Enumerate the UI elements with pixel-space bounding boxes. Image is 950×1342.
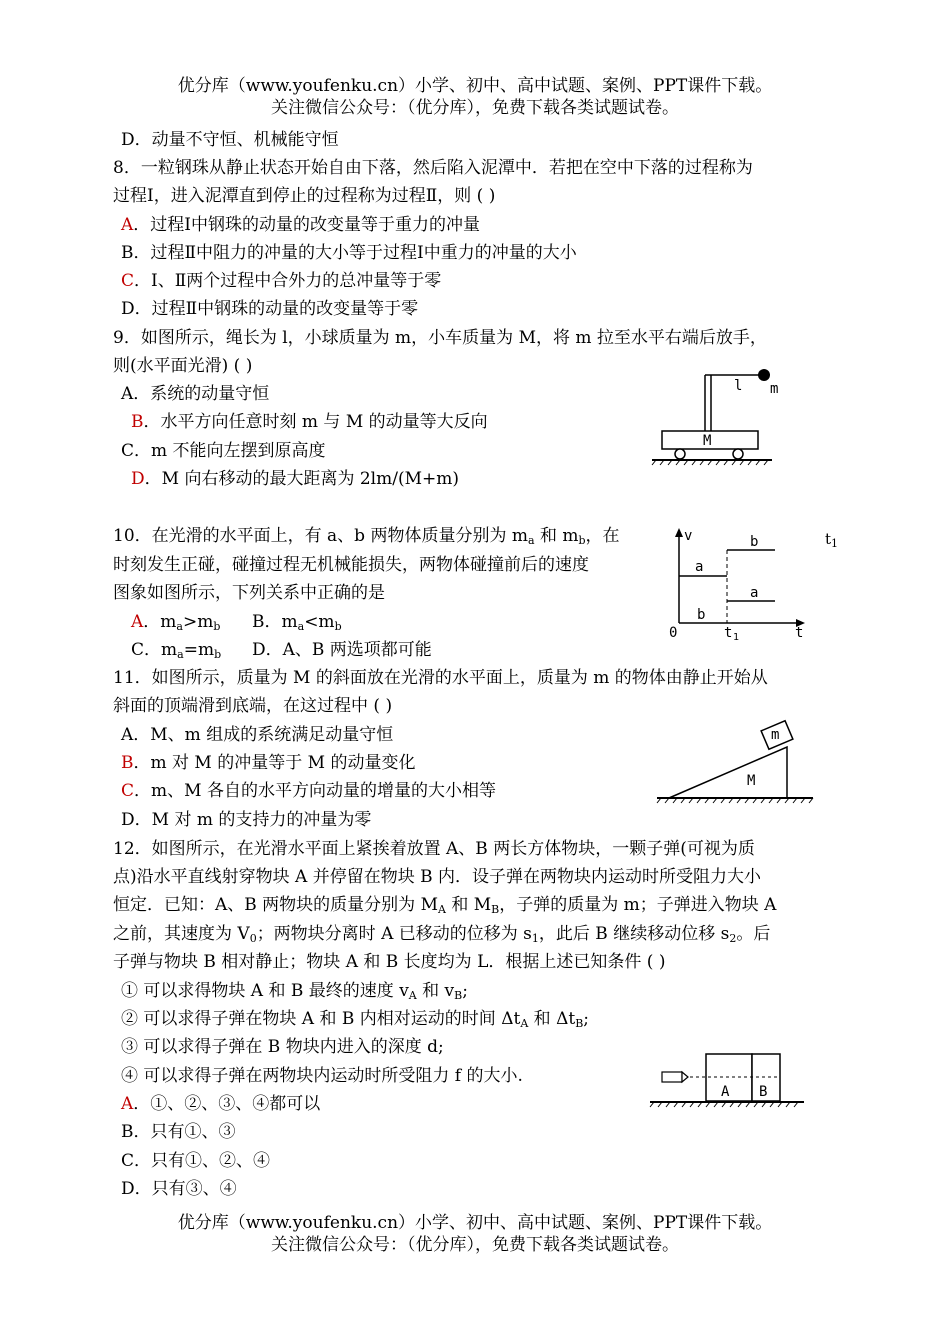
header-line-2: 关注微信公众号：（优分库），免费下载各类试题试卷。 bbox=[271, 98, 679, 118]
q9-fig-M: M bbox=[703, 433, 712, 449]
q12-statement-1: ① 可以求得物块 A 和 B 最终的速度 $v_A$ 和 $v_B$; bbox=[121, 981, 468, 1002]
q7-option-d: D．动量不守恒、机械能守恒 bbox=[121, 130, 339, 150]
q9-stem-1: 9．如图所示，绳长为 l，小球质量为 m，小车质量为 M，将 m 拉至水平右端后放手， bbox=[113, 328, 767, 348]
q10-stem-1: 10．在光滑的水平面上，有 a、b 两物体质量分别为 $m_a$ 和 $m_b$，在 bbox=[113, 526, 620, 547]
q11-option-b: B．m 对 M 的冲量等于 M 的动量变化 bbox=[121, 753, 416, 773]
footer-line-1: 优分库（www.youfenku.cn）小学、初中、高中试题、案例、PPT课件下载。 bbox=[177, 1213, 773, 1233]
q12-statement-4: ④ 可以求得子弹在两物块内运动时所受阻力 f 的大小. bbox=[121, 1066, 523, 1086]
q10-fig-a2: a bbox=[750, 585, 759, 601]
q9-option-c: C．m 不能向左摆到原高度 bbox=[121, 441, 326, 461]
q10-option-a: A．$m_a>m_b$ bbox=[131, 612, 221, 633]
q8-stem-2: 过程Ⅰ，进入泥潭直到停止的过程称为过程Ⅱ，则 ( ) bbox=[113, 186, 496, 206]
q12-fig-A: A bbox=[721, 1084, 730, 1100]
q10-stem-3: 图象如图所示，下列关系中正确的是 bbox=[113, 583, 385, 603]
q11-fig-m: m bbox=[771, 727, 780, 743]
q10-t1-label: $t_1$ bbox=[825, 530, 839, 550]
q11-option-c: C．m、M 各自的水平方向动量的增量的大小相等 bbox=[121, 781, 496, 801]
q9-stem-2: 则(水平面光滑) ( ) bbox=[113, 356, 253, 376]
q8-stem-1: 8．一粒钢珠从静止状态开始自由下落，然后陷入泥潭中．若把在空中下落的过程称为 bbox=[113, 158, 753, 178]
q9-fig-l: l bbox=[734, 378, 743, 394]
q12-option-a: A．①、②、③、④都可以 bbox=[121, 1094, 321, 1114]
q11-stem-1: 11．如图所示，质量为 M 的斜面放在光滑的水平面上，质量为 m 的物体由静止开始从 bbox=[113, 668, 768, 688]
q9-cart-figure bbox=[650, 365, 779, 470]
q10-stem-2: 时刻发生正碰，碰撞过程无机械能损失，两物体碰撞前后的速度 bbox=[113, 555, 589, 575]
q9-option-d: D．M 向右移动的最大距离为 2lm/(M+m) bbox=[131, 469, 459, 489]
q8-option-c: C．Ⅰ、Ⅱ两个过程中合外力的总冲量等于零 bbox=[121, 271, 442, 291]
q9-option-a: A．系统的动量守恒 bbox=[121, 384, 270, 404]
q10-fig-v: v bbox=[684, 528, 693, 544]
q11-option-a: A．M、m 组成的系统满足动量守恒 bbox=[121, 725, 394, 745]
q12-stem-5: 子弹与物块 B 相对静止；物块 A 和 B 长度均为 L．根据上述已知条件 ( ) bbox=[113, 952, 666, 972]
q12-stem-2: 点)沿水平直线射穿物块 A 并停留在物块 B 内．设子弹在两物块内运动时所受阻力大小 bbox=[113, 867, 762, 887]
q12-stem-1: 12．如图所示，在光滑水平面上紧挨着放置 A、B 两长方体物块，一颗子弹(可视为质 bbox=[113, 839, 755, 859]
q10-fig-b2: b bbox=[750, 534, 759, 550]
q10-option-b: B．$m_a<m_b$ bbox=[252, 612, 342, 633]
q10-fig-b1: b bbox=[697, 607, 706, 623]
q11-option-d: D．M 对 m 的支持力的冲量为零 bbox=[121, 810, 372, 830]
q12-stem-3: 恒定．已知：A、B 两物块的质量分别为 $M_A$ 和 $M_B$，子弹的质量为 m；子弹进入物块 A bbox=[113, 895, 777, 916]
header-line-1: 优分库（www.youfenku.cn）小学、初中、高中试题、案例、PPT课件下载。 bbox=[177, 76, 773, 96]
q9-option-b: B．水平方向任意时刻 m 与 M 的动量等大反向 bbox=[131, 412, 488, 432]
q10-fig-a1: a bbox=[695, 559, 704, 575]
q8-option-b: B．过程Ⅱ中阻力的冲量的大小等于过程Ⅰ中重力的冲量的大小 bbox=[121, 243, 577, 263]
q10-fig-t1-sub: 1 bbox=[733, 632, 740, 643]
q12-option-d: D．只有③、④ bbox=[121, 1179, 237, 1199]
q12-option-b: B．只有①、③ bbox=[121, 1122, 236, 1142]
q10-fig-t1: t bbox=[724, 625, 733, 641]
q12-blocks-figure bbox=[648, 1048, 808, 1113]
q11-fig-M: M bbox=[747, 773, 756, 789]
q11-incline-figure bbox=[655, 715, 815, 810]
q10-fig-zero: 0 bbox=[669, 625, 678, 641]
q11-stem-2: 斜面的顶端滑到底端，在这过程中 ( ) bbox=[113, 696, 393, 716]
q10-option-d: D．A、B 两选项都可能 bbox=[252, 640, 432, 660]
q10-fig-t: t bbox=[795, 625, 804, 641]
q9-fig-m: m bbox=[770, 381, 779, 397]
q10-vt-figure bbox=[665, 525, 815, 645]
q12-statement-3: ③ 可以求得子弹在 B 物块内进入的深度 d; bbox=[121, 1037, 444, 1057]
q8-option-a: A．过程Ⅰ中钢珠的动量的改变量等于重力的冲量 bbox=[121, 215, 480, 235]
q8-option-d: D．过程Ⅱ中钢珠的动量的改变量等于零 bbox=[121, 299, 419, 319]
q10-option-c: C．$m_a=m_b$ bbox=[131, 640, 222, 661]
q12-fig-B: B bbox=[759, 1084, 768, 1100]
footer-line-2: 关注微信公众号：（优分库），免费下载各类试题试卷。 bbox=[271, 1235, 679, 1255]
q12-option-c: C．只有①、②、④ bbox=[121, 1151, 271, 1171]
q12-stem-4: 之前，其速度为 $V_0$；两物块分离时 A 已移动的位移为 $s_1$，此后 B 继续移动位移 $s_2$。后 bbox=[113, 924, 771, 945]
q12-statement-2: ② 可以求得子弹在物块 A 和 B 内相对运动的时间 $\Delta t_A$ 和 $\Delta t_B$; bbox=[121, 1009, 590, 1030]
